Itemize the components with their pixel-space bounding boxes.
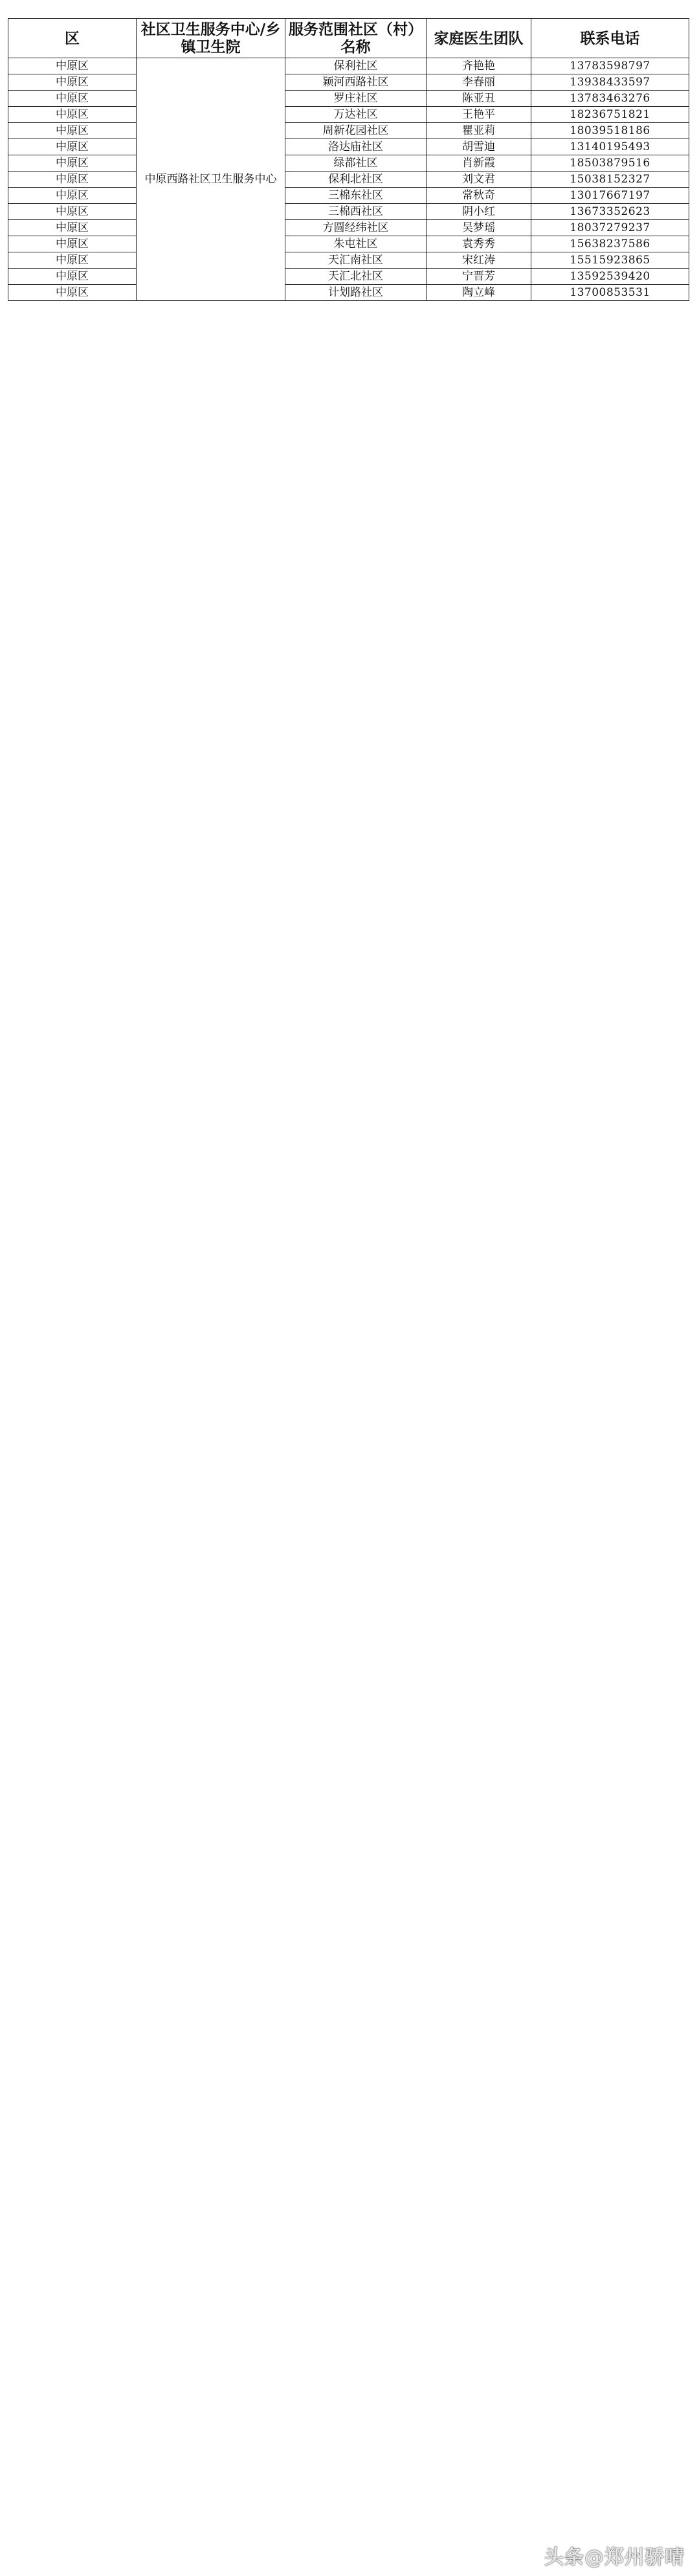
table-row: [8, 172, 689, 188]
district-cell: 中原区: [8, 58, 137, 74]
district-cell: 中原区: [8, 236, 137, 252]
phone-cell: 18039518186: [531, 123, 689, 139]
table-row: [8, 220, 689, 236]
district-cell: 中原区: [8, 155, 137, 172]
table-row: [8, 204, 689, 220]
team-cell: 宋红涛: [427, 252, 531, 269]
watermark: 头条@郑州骄晴: [544, 2546, 685, 2569]
doctor-contact-table: [8, 18, 689, 301]
district-cell: 中原区: [8, 172, 137, 188]
district-cell: 中原区: [8, 220, 137, 236]
community-cell: 保利北社区: [285, 172, 427, 188]
phone-cell: 13673352623: [531, 204, 689, 220]
table-row: [8, 58, 689, 74]
district-cell: 中原区: [8, 74, 137, 91]
district-cell: 中原区: [8, 252, 137, 269]
phone-cell: 13938433597: [531, 74, 689, 91]
phone-cell: 13700853531: [531, 285, 689, 301]
team-cell: 王艳平: [427, 107, 531, 123]
team-cell: 胡雪迪: [427, 139, 531, 155]
phone-cell: 13017667197: [531, 188, 689, 204]
phone-cell: 15038152327: [531, 172, 689, 188]
document: [8, 18, 689, 301]
header-team: 家庭医生团队: [427, 19, 531, 58]
table-row: [8, 91, 689, 107]
table-row: [8, 236, 689, 252]
community-cell: 天汇北社区: [285, 269, 427, 285]
header-center: 社区卫生服务中心/乡镇卫生院: [137, 19, 285, 58]
header-row: [8, 19, 689, 58]
team-cell: 齐艳艳: [427, 58, 531, 74]
district-cell: 中原区: [8, 285, 137, 301]
district-cell: 中原区: [8, 269, 137, 285]
table-row: [8, 252, 689, 269]
community-cell: 万达社区: [285, 107, 427, 123]
district-cell: 中原区: [8, 107, 137, 123]
table-row: [8, 139, 689, 155]
team-cell: 刘文君: [427, 172, 531, 188]
phone-cell: 15515923865: [531, 252, 689, 269]
table-row: [8, 74, 689, 91]
team-cell: 李春丽: [427, 74, 531, 91]
phone-cell: 13140195493: [531, 139, 689, 155]
team-cell: 宁晋芳: [427, 269, 531, 285]
table-row: [8, 155, 689, 172]
community-cell: 方圆经纬社区: [285, 220, 427, 236]
phone-cell: 18503879516: [531, 155, 689, 172]
team-cell: 阴小红: [427, 204, 531, 220]
center-cell: 中原西路社区卫生服务中心: [137, 58, 285, 301]
community-cell: 周新花园社区: [285, 123, 427, 139]
phone-cell: 18236751821: [531, 107, 689, 123]
community-cell: 三棉东社区: [285, 188, 427, 204]
community-cell: 天汇南社区: [285, 252, 427, 269]
team-cell: 瞿亚莉: [427, 123, 531, 139]
phone-cell: 15638237586: [531, 236, 689, 252]
table-body: [8, 58, 689, 301]
district-cell: 中原区: [8, 204, 137, 220]
district-cell: 中原区: [8, 91, 137, 107]
district-cell: 中原区: [8, 139, 137, 155]
community-cell: 洛达庙社区: [285, 139, 427, 155]
header-phone: 联系电话: [531, 19, 689, 58]
district-cell: 中原区: [8, 123, 137, 139]
phone-cell: 13783598797: [531, 58, 689, 74]
team-cell: 袁秀秀: [427, 236, 531, 252]
phone-cell: 18037279237: [531, 220, 689, 236]
community-cell: 绿都社区: [285, 155, 427, 172]
community-cell: 朱屯社区: [285, 236, 427, 252]
team-cell: 吴梦瑶: [427, 220, 531, 236]
header-district: 区: [8, 19, 137, 58]
table-row: [8, 107, 689, 123]
table-row: [8, 269, 689, 285]
community-cell: 三棉西社区: [285, 204, 427, 220]
phone-cell: 13592539420: [531, 269, 689, 285]
phone-cell: 13783463276: [531, 91, 689, 107]
team-cell: 陶立峰: [427, 285, 531, 301]
community-cell: 罗庄社区: [285, 91, 427, 107]
community-cell: 计划路社区: [285, 285, 427, 301]
team-cell: 常秋奇: [427, 188, 531, 204]
team-cell: 陈亚丑: [427, 91, 531, 107]
community-cell: 颖河西路社区: [285, 74, 427, 91]
header-community: 服务范围社区（村）名称: [285, 19, 427, 58]
table-row: [8, 285, 689, 301]
team-cell: 肖新霞: [427, 155, 531, 172]
table-row: [8, 123, 689, 139]
district-cell: 中原区: [8, 188, 137, 204]
community-cell: 保利社区: [285, 58, 427, 74]
table-row: [8, 188, 689, 204]
